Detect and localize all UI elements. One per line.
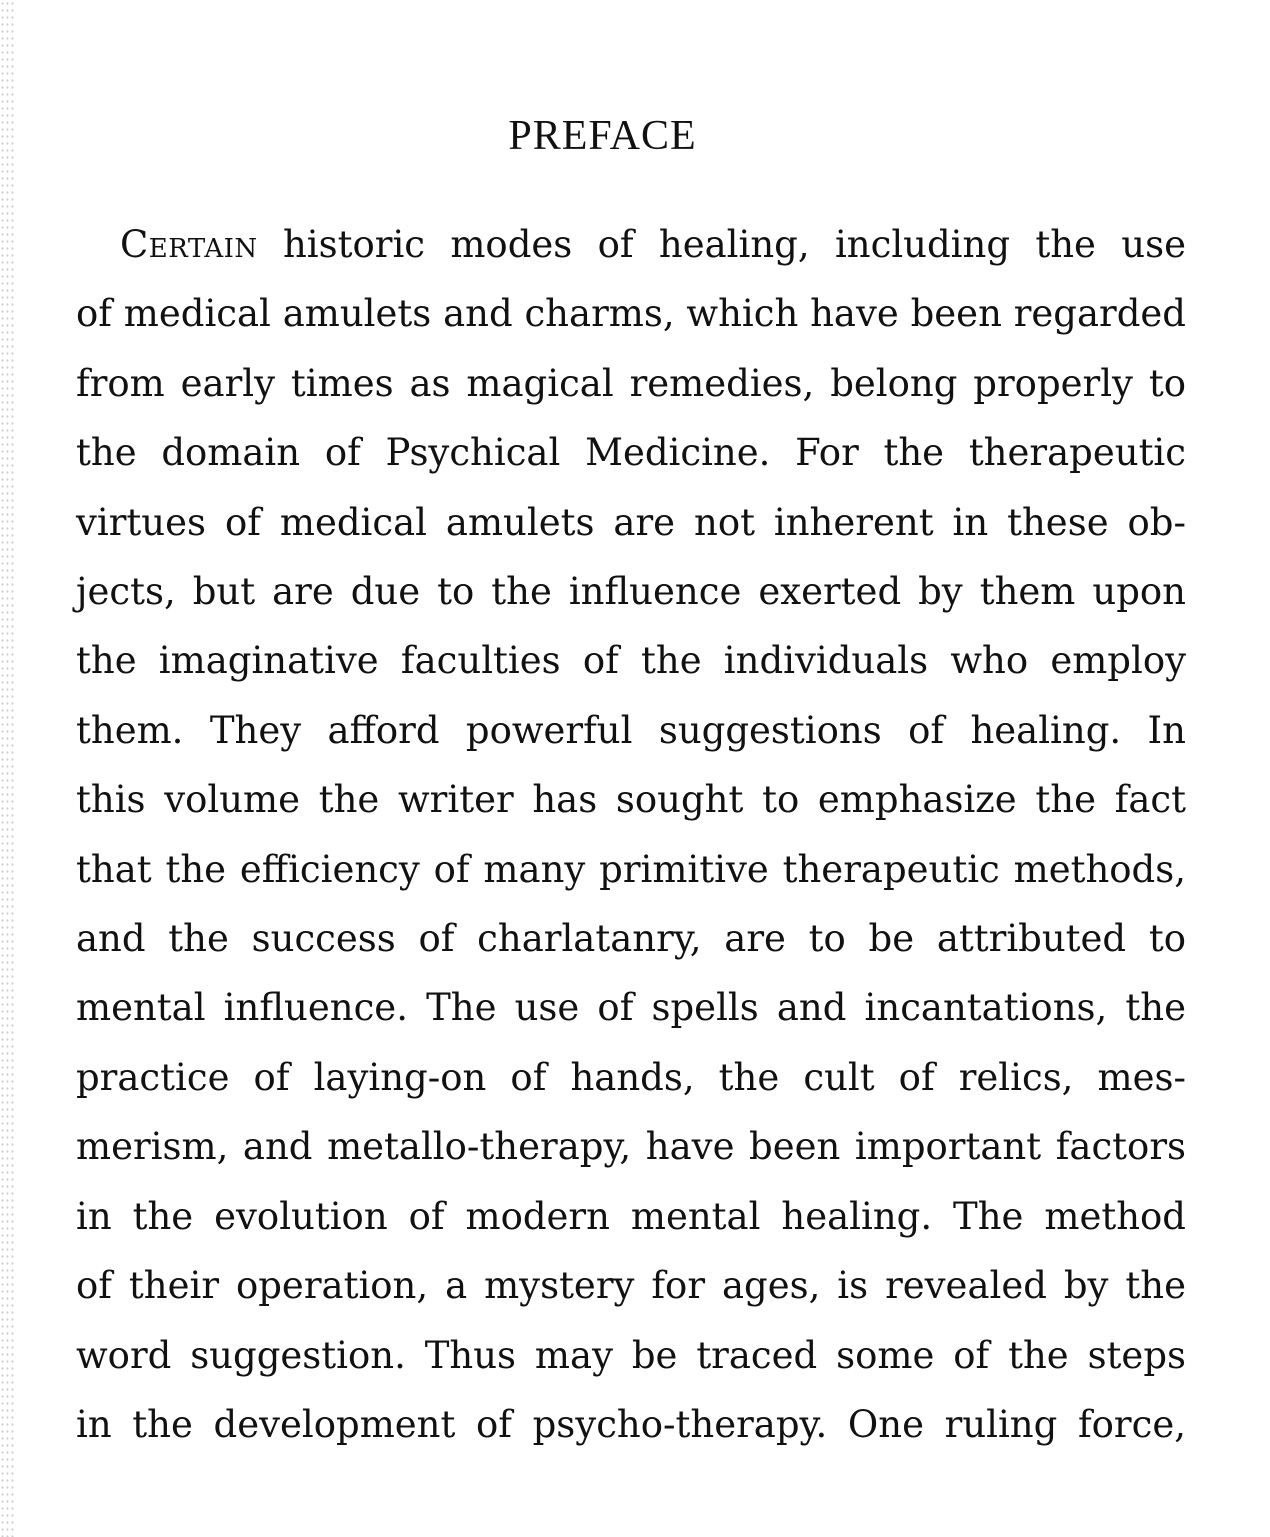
- text-line: and the success of charlatanry, are to be attributed to: [76, 917, 1186, 961]
- text-line: in the evolution of modern mental healing. The method: [76, 1194, 1186, 1238]
- text-line: of medical amulets and charms, which have been regarded: [76, 292, 1186, 336]
- text-line: mental influence. The use of spells and incantations, the: [76, 986, 1186, 1030]
- text-line: merism, and metallo-therapy, have been important factors: [76, 1125, 1186, 1169]
- text-line: jects, but are due to the influence exerted by them upon: [76, 570, 1186, 614]
- text-line: word suggestion. Thus may be traced some of the steps: [76, 1333, 1186, 1377]
- text-line: the imaginative faculties of the individuals who employ: [76, 639, 1186, 683]
- text-line: of their operation, a mystery for ages, is revealed by the: [76, 1264, 1186, 1308]
- text-line: this volume the writer has sought to emphasize the fact: [76, 778, 1186, 822]
- text-line: the domain of Psychical Medicine. For the therapeutic: [76, 431, 1186, 475]
- scan-margin-artifact: [0, 0, 14, 1537]
- text-line-content: historic modes of healing, including the use: [257, 223, 1186, 266]
- preface-paragraph: [76, 210, 1186, 1459]
- text-line: that the efficiency of many primitive therapeutic methods,: [76, 847, 1186, 891]
- text-line: them. They afford powerful suggestions of healing. In: [76, 708, 1186, 752]
- text-line: virtues of medical amulets are not inherent in these ob-: [76, 500, 1186, 544]
- text-line: in the development of psycho-therapy. One ruling force,: [76, 1402, 1186, 1446]
- text-line: practice of laying-on of hands, the cult of relics, mes-: [76, 1055, 1186, 1099]
- text-line: from early times as magical remedies, belong properly to: [76, 361, 1186, 405]
- drop-word: Certain: [120, 223, 258, 266]
- page-title: PREFACE: [508, 113, 697, 159]
- text-line: [76, 210, 1186, 279]
